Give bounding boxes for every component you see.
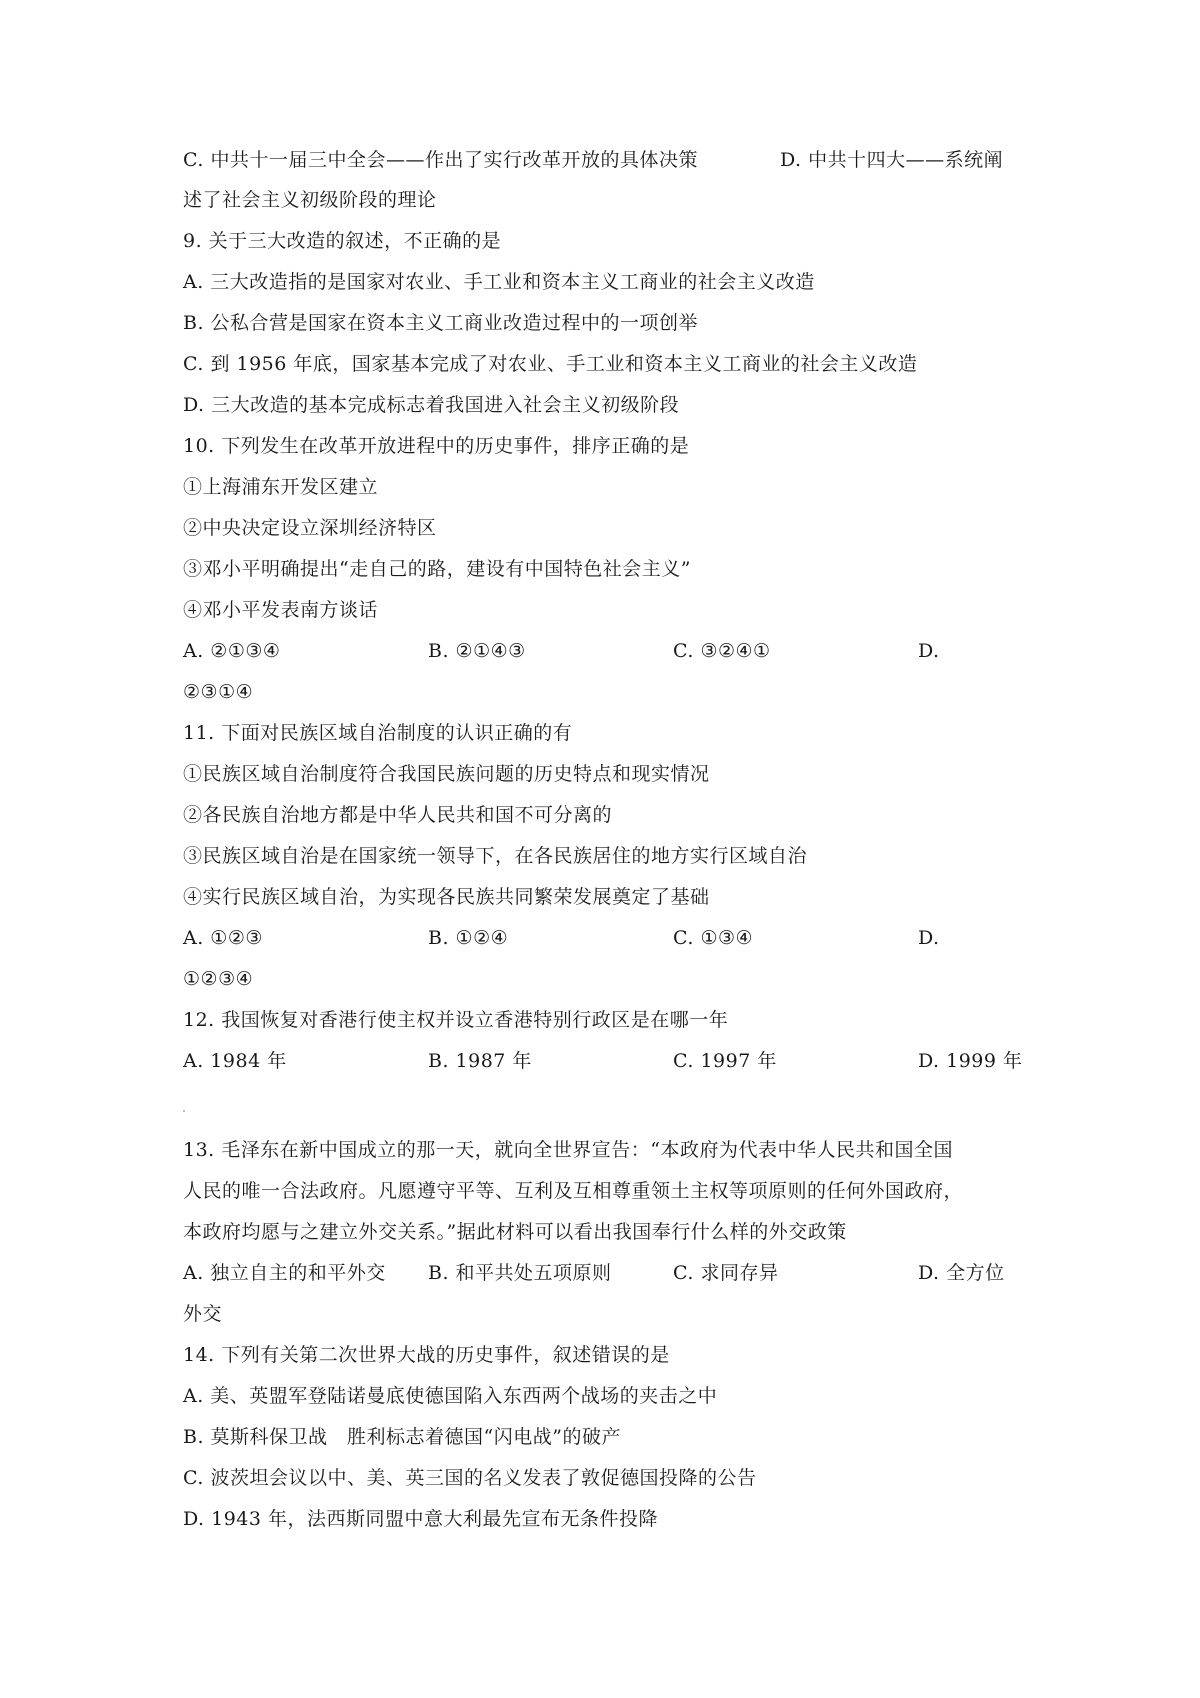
q10-item-3: ③邓小平明确提出“走自己的路，建设有中国特色社会主义” [183, 558, 691, 580]
q9-option-c: C. 到 1956 年底，国家基本完成了对农业、手工业和资本主义工商业的社会主义改造 [183, 353, 918, 375]
q10-option-a: A. ②①③④ [183, 640, 281, 662]
q13-option-b: B. 和平共处五项原则 [428, 1262, 612, 1284]
q10-options [183, 637, 1023, 665]
q11-item-4: ④实行民族区域自治，为实现各民族共同繁荣发展奠定了基础 [183, 886, 710, 908]
scan-speck [183, 1110, 185, 1112]
q13-option-d-continued: 外交 [183, 1303, 223, 1325]
q14-option-c: C. 波茨坦会议以中、美、英三国的名义发表了敦促德国投降的公告 [183, 1467, 757, 1489]
q12-options [183, 1047, 1023, 1075]
q13-stem-line-2: 人民的唯一合法政府。凡愿遵守平等、互利及互相尊重领土主权等项原则的任何外国政府， [183, 1180, 964, 1202]
q8-options-cd [183, 146, 1023, 174]
q11-item-2: ②各民族自治地方都是中华人民共和国不可分离的 [183, 804, 613, 826]
q11-option-a: A. ①②③ [183, 927, 263, 949]
q11-option-d: D. [918, 927, 940, 949]
q9-option-b: B. 公私合营是国家在资本主义工商业改造过程中的一项创举 [183, 312, 699, 334]
q10-item-4: ④邓小平发表南方谈话 [183, 599, 379, 621]
q13-stem-line-3: 本政府均愿与之建立外交关系。”据此材料可以看出我国奉行什么样的外交政策 [183, 1221, 847, 1243]
q13-option-c: C. 求同存异 [673, 1262, 779, 1284]
q11-option-b: B. ①②④ [428, 927, 509, 949]
q14-option-a: A. 美、英盟军登陆诺曼底使德国陷入东西两个战场的夹击之中 [183, 1385, 718, 1407]
q13-option-a: A. 独立自主的和平外交 [183, 1262, 386, 1284]
q10-option-c: C. ③②④① [673, 640, 771, 662]
q11-options [183, 924, 1023, 952]
q12-stem: 12. 我国恢复对香港行使主权并设立香港特别行政区是在哪一年 [183, 1009, 729, 1031]
q11-item-3: ③民族区域自治是在国家统一领导下，在各民族居住的地方实行区域自治 [183, 845, 808, 867]
q13-options [183, 1259, 1023, 1287]
q10-option-b: B. ②①④③ [428, 640, 526, 662]
q11-item-1: ①民族区域自治制度符合我国民族问题的历史特点和现实情况 [183, 763, 710, 785]
q11-option-d-continued: ①②③④ [183, 968, 254, 990]
q11-stem: 11. 下面对民族区域自治制度的认识正确的有 [183, 722, 573, 744]
q12-option-a: A. 1984 年 [183, 1050, 287, 1072]
q12-option-c: C. 1997 年 [673, 1050, 777, 1072]
q11-option-c: C. ①③④ [673, 927, 754, 949]
q13-option-d: D. 全方位 [918, 1262, 1005, 1284]
q10-item-2: ②中央决定设立深圳经济特区 [183, 517, 437, 539]
q10-item-1: ①上海浦东开发区建立 [183, 476, 379, 498]
q10-option-d-continued: ②③①④ [183, 681, 254, 703]
q10-stem: 10. 下列发生在改革开放进程中的历史事件，排序正确的是 [183, 435, 690, 457]
q10-option-d: D. [918, 640, 940, 662]
q13-stem-line-1: 13. 毛泽东在新中国成立的那一天，就向全世界宣告：“本政府为代表中华人民共和国全国 [183, 1139, 953, 1161]
q12-option-b: B. 1987 年 [428, 1050, 532, 1072]
q12-option-d: D. 1999 年 [918, 1050, 1023, 1072]
q8-option-c: C. 中共十一届三中全会——作出了实行改革开放的具体决策 [183, 149, 698, 171]
q14-option-b: B. 莫斯科保卫战 胜利标志着德国“闪电战”的破产 [183, 1426, 621, 1448]
q14-option-d: D. 1943 年，法西斯同盟中意大利最先宣布无条件投降 [183, 1508, 659, 1530]
q9-option-d: D. 三大改造的基本完成标志着我国进入社会主义初级阶段 [183, 394, 680, 416]
q8-option-d: D. 中共十四大——系统阐 [780, 149, 1004, 171]
q9-option-a: A. 三大改造指的是国家对农业、手工业和资本主义工商业的社会主义改造 [183, 271, 815, 293]
q14-stem: 14. 下列有关第二次世界大战的历史事件，叙述错误的是 [183, 1344, 670, 1366]
q9-stem: 9. 关于三大改造的叙述，不正确的是 [183, 230, 502, 252]
q8-option-d-continued: 述了社会主义初级阶段的理论 [183, 189, 437, 211]
